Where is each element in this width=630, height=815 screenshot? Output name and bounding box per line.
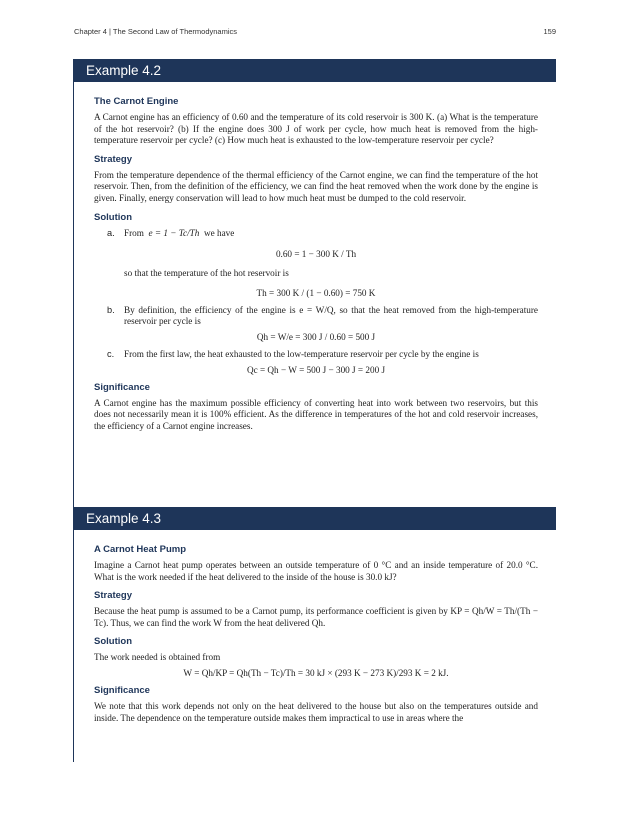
part-c-label: c. (107, 348, 115, 359)
running-head (74, 27, 556, 36)
part-b-text: By definition, the efficiency of the engine is e = W/Q, so that the heat removed from the high-temperature reservoir per cycle is (124, 304, 538, 327)
part-c-text: From the first law, the heat exhausted to the low-temperature reservoir per cycle by the engine is (124, 348, 479, 359)
significance-text: We note that this work depends not only on the heat delivered to the house but also on the temperatures outside and inside. The dependence on the temperature outside makes them impractical to use in areas where the (94, 700, 538, 723)
solution-text: The work needed is obtained from (94, 652, 221, 663)
part-a-intro: From (124, 227, 144, 238)
problem-text: Imagine a Carnot heat pump operates between an outside temperature of 0 °C and an inside temperature of 20.0 °C. What is the work needed if the heat delivered to the inside of the house is 30.0 kJ? (94, 560, 538, 582)
efficiency-formula: e = 1 − Tc/Th (148, 227, 200, 238)
solution-heading: Solution (94, 636, 132, 648)
example-body (73, 82, 556, 525)
example-heading-bar: Example 4.3 (73, 507, 556, 530)
equation-4: Qc = Qh − W = 500 J − 300 J = 200 J (246, 364, 386, 375)
significance-heading: Significance (94, 381, 150, 393)
chapter-title: Chapter 4 | The Second Law of Thermodynamics (74, 27, 238, 36)
significance-heading: Significance (94, 684, 150, 696)
solution-part-a (94, 228, 538, 240)
example-body (73, 530, 556, 762)
part-a-outro: we have (203, 227, 235, 238)
strategy-text: From the temperature dependence of the thermal efficiency of the Carnot engine, we can find the temperature of the hot reservoir. Then, from the definition of the efficiency, we can find the heat removed when the work done by the engine is given. Finally, energy conservation will lead to how much heat must be dumped to the cold reservoir. (94, 169, 538, 203)
strategy-text: Because the heat pump is assumed to be a Carnot pump, its performance coefficient is given by KP = Qh/W = Th/(Th − Tc). Thus, we can find the work W from the heat delivered Qh. (94, 606, 538, 628)
solution-heading: Solution (94, 211, 132, 223)
problem-text: A Carnot engine has an efficiency of 0.60 and the temperature of its cold reservoir is 300 K. (a) What is the temperature of the hot reservoir? (b) If the engine does 300 J of work per cycle, how much heat is removed from the high-temperature reservoir per cycle? (c) How much heat is exhausted to the low-temperature reservoir per cycle? (94, 112, 538, 146)
example-4-2 (73, 59, 556, 525)
example-title: The Carnot Engine (94, 96, 179, 107)
solution-part-c (94, 349, 538, 361)
strategy-heading: Strategy (94, 590, 133, 602)
equation-1: 0.60 = 1 − 300 K / Th (275, 249, 357, 260)
strategy-heading: Strategy (94, 153, 133, 165)
significance-text: A Carnot engine has the maximum possible efficiency of converting heat into work between two reservoirs, but this does not necessarily mean it is 100% efficient. As the difference in temperatures of the hot and cold reservoir increases, the efficiency of a Carnot engine increases. (94, 397, 538, 431)
page-number: 159 (543, 27, 556, 36)
example-title: A Carnot Heat Pump (94, 544, 187, 555)
part-b-label: b. (107, 304, 115, 315)
example-4-3 (73, 507, 556, 762)
solution-part-b (94, 305, 538, 328)
example-heading-bar: Example 4.2 (73, 59, 556, 82)
equation-2: Th = 300 K / (1 − 0.60) = 750 K (256, 287, 376, 298)
equation-3: Qh = W/e = 300 J / 0.60 = 500 J (256, 331, 376, 342)
part-a-continuation: so that the temperature of the hot reservoir is (124, 268, 289, 279)
work-equation: W = Qh/KP = Qh(Th − Tc)/Th = 30 kJ × (293 K − 273 K)/293 K = 2 kJ. (183, 667, 449, 678)
part-a-label: a. (107, 227, 115, 238)
